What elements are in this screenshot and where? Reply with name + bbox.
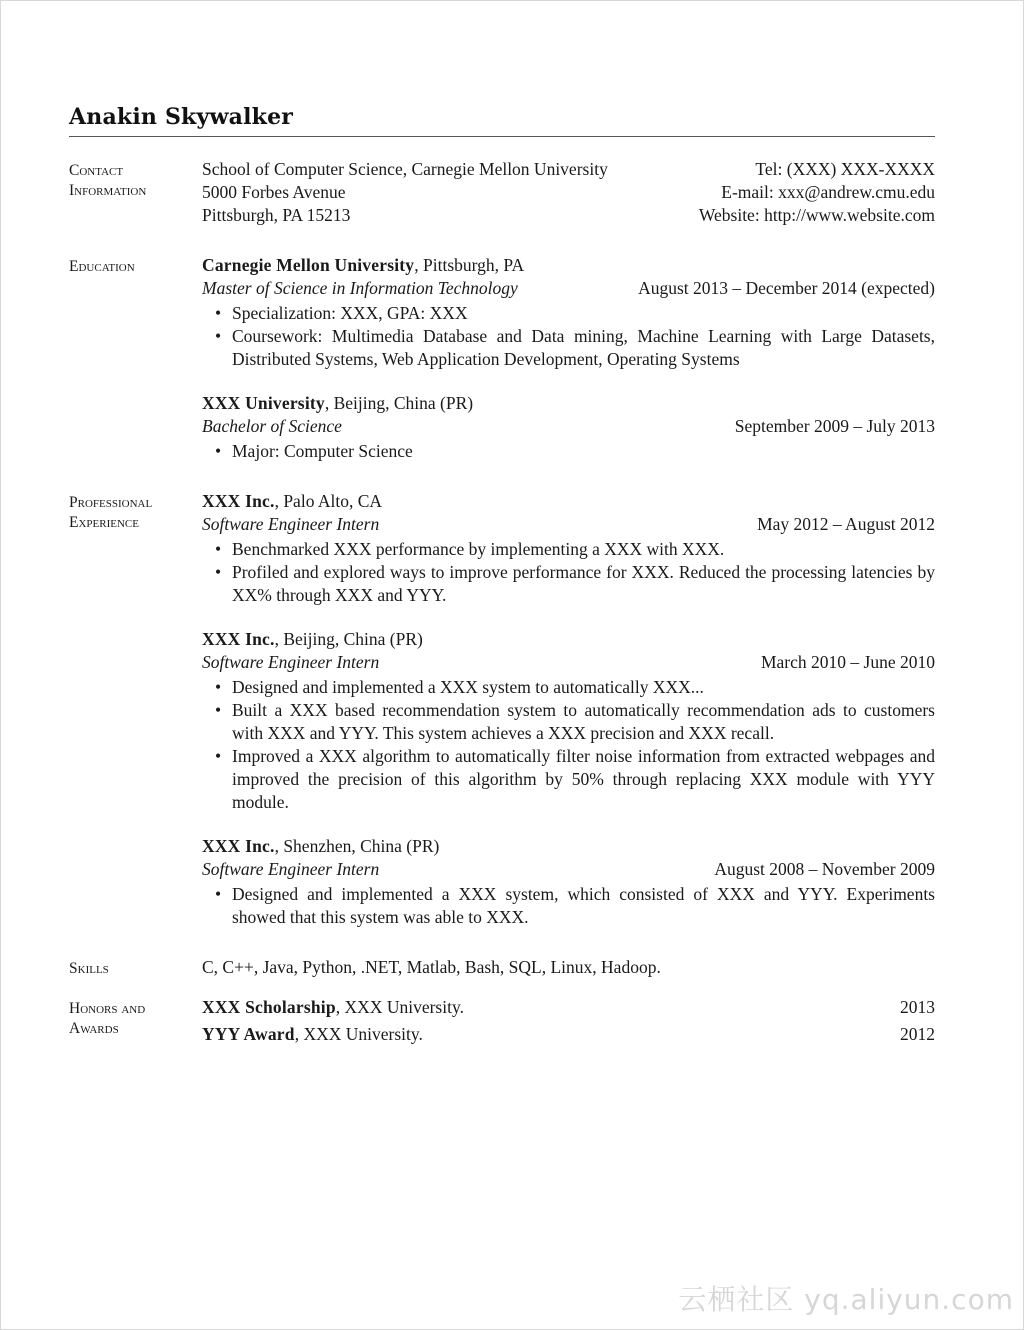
institution: Carnegie Mellon University: [202, 255, 415, 275]
address-line: Pittsburgh, PA 15213: [202, 205, 351, 225]
dates: September 2009 – July 2013: [734, 416, 935, 436]
degree: Bachelor of Science: [202, 416, 342, 436]
role: Software Engineer Intern: [202, 652, 380, 672]
honors-section: [69, 996, 935, 1046]
experience-entry: XXX Inc., Shenzhen, China (PR) Software Engineer Intern August 2008 – November 2009 • Designed and implemented a XXX system, which consisted of XXX and YYY. Experiments showed that this system was able to XXX.: [202, 835, 935, 929]
honor-title: XXX Scholarship: [202, 997, 336, 1017]
education-entry: Carnegie Mellon University, Pittsburgh, PA Master of Science in Information Technology August 2013 – December 2014 (expected) • Specialization: XXX, GPA: XXX • Coursework: Multimedia Database and Data mining, Machine Learning with Large Datasets, Distributed Systems, Web Application Development, Operating Systems: [202, 254, 935, 371]
list-item: • Profiled and explored ways to improve performance for XXX. Reduced the processing latencies by XX% through XXX and YYY.: [232, 561, 935, 607]
list-item: • Benchmarked XXX performance by implementing a XXX with XXX.: [232, 538, 935, 561]
education-section: [69, 254, 935, 463]
address-line: 5000 Forbes Avenue: [202, 182, 346, 202]
dates: May 2012 – August 2012: [757, 514, 935, 534]
education-entry: XXX University, Beijing, China (PR) Bachelor of Science September 2009 – July 2013 • Major: Computer Science: [202, 392, 935, 463]
candidate-name: Anakin Skywalker: [69, 104, 294, 130]
company: XXX Inc.: [202, 491, 275, 511]
dates: March 2010 – June 2010: [760, 652, 935, 672]
list-item: • Designed and implemented a XXX system to automatically XXX...: [232, 676, 935, 699]
list-item: • Built a XXX based recommendation system to automatically recommendation ads to customers with XXX and YYY. This system achieves a XXX precision and XXX recall.: [232, 699, 935, 745]
experience-entry: XXX Inc., Beijing, China (PR) Software Engineer Intern March 2010 – June 2010 • Designed and implemented a XXX system to automatically XXX... • Built a XXX based recommendation system to automatically recommendation ads to customers with XXX and YYY. This system achieves a XXX precision and XXX recall. • Improved a XXX algorithm to automatically filter noise information from extracted webpages and improved the precision of this algorithm by 50% through replacing XXX module with YYY module.: [202, 628, 935, 814]
experience-label: Professional Experience: [69, 494, 153, 531]
contact-label: Contact Information: [69, 162, 147, 199]
degree: Master of Science in Information Technology: [202, 278, 518, 298]
experience-section: [69, 490, 935, 929]
skills-section: [69, 956, 935, 979]
role: Software Engineer Intern: [202, 514, 380, 534]
education-label: Education: [69, 258, 135, 275]
resume-page: [69, 102, 935, 1046]
role: Software Engineer Intern: [202, 859, 380, 879]
company: XXX Inc.: [202, 836, 275, 856]
list-item: • Coursework: Multimedia Database and Data mining, Machine Learning with Large Datasets, Distributed Systems, Web Application Development, Operating Systems: [232, 325, 935, 371]
telephone: Tel: (XXX) XXX-XXXX: [755, 159, 935, 179]
honor-year: 2012: [900, 1024, 935, 1044]
address-line: School of Computer Science, Carnegie Mellon University: [202, 159, 608, 179]
header-rule: [69, 136, 935, 137]
dates: August 2013 – December 2014 (expected): [638, 278, 935, 298]
list-item: • Designed and implemented a XXX system, which consisted of XXX and YYY. Experiments showed that this system was able to XXX.: [232, 883, 935, 929]
honor-title: YYY Award: [202, 1024, 295, 1044]
experience-entry: XXX Inc., Palo Alto, CA Software Engineer Intern May 2012 – August 2012 • Benchmarked XXX performance by implementing a XXX with XXX. • Profiled and explored ways to improve performance for XXX. Reduced the processing latencies by XX% through XXX and YYY.: [202, 490, 935, 607]
honor-year: 2013: [900, 997, 935, 1017]
honor-item: XXX Scholarship, XXX University. 2013: [202, 997, 935, 1017]
skills-label: Skills: [69, 960, 109, 977]
contact-section: [69, 158, 935, 227]
institution: XXX University: [202, 393, 325, 413]
list-item: • Specialization: XXX, GPA: XXX: [232, 302, 935, 325]
company: XXX Inc.: [202, 629, 275, 649]
list-item: • Major: Computer Science: [232, 440, 935, 463]
honors-label: Honors and Awards: [69, 1000, 146, 1037]
skills-list: C, C++, Java, Python, .NET, Matlab, Bash, SQL, Linux, Hadoop.: [202, 957, 661, 977]
dates: August 2008 – November 2009: [714, 859, 935, 879]
watermark: 云栖社区 yq.aliyun.com: [678, 1283, 1014, 1316]
email[interactable]: E-mail: xxx@andrew.cmu.edu: [721, 182, 935, 202]
website[interactable]: Website: http://www.website.com: [698, 205, 935, 225]
honor-item: YYY Award, XXX University. 2012: [202, 1024, 935, 1044]
list-item: • Improved a XXX algorithm to automatically filter noise information from extracted webpages and improved the precision of this algorithm by 50% through replacing XXX module with YYY module.: [232, 745, 935, 814]
